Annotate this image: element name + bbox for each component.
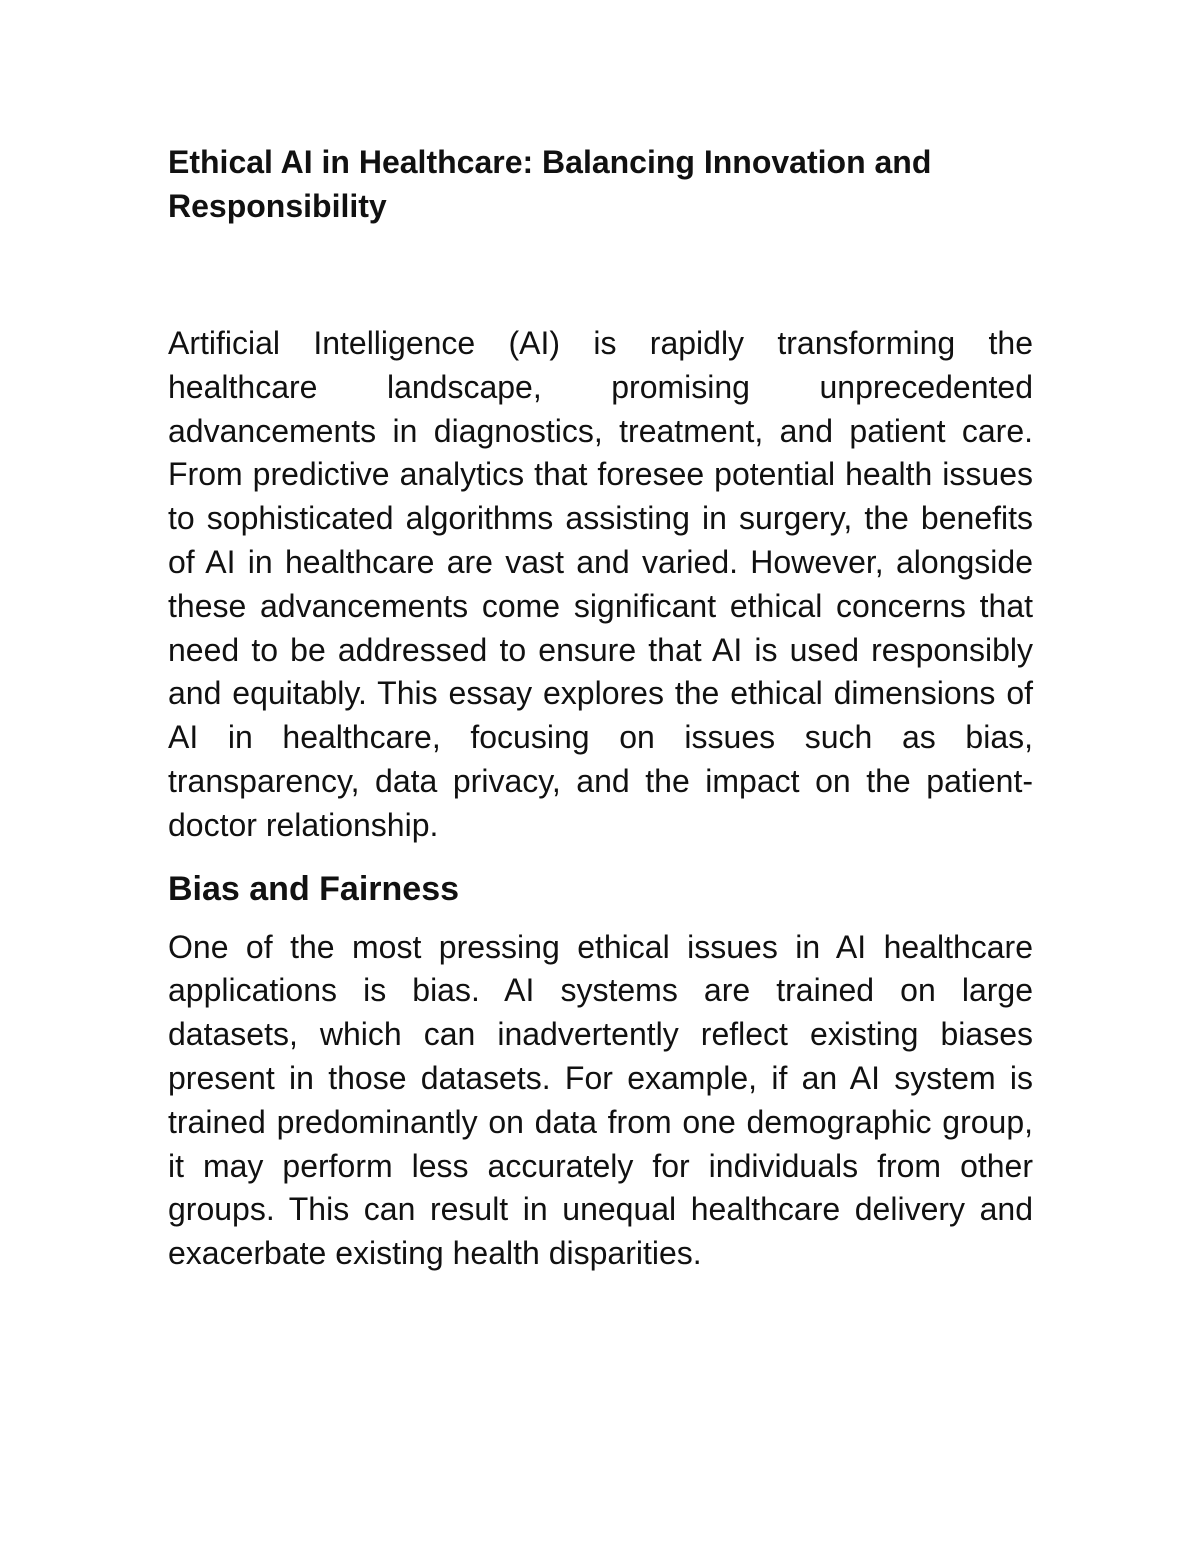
document-title: Ethical AI in Healthcare: Balancing Innovation and Responsibility [168, 144, 932, 224]
intro-paragraph: Artificial Intelligence (AI) is rapidly transforming the healthcare landscape, promising unprecedented advancements in diagnostics, treatment, and patient care. From predictive analytics that foresee potential health issues to sophisticated algorithms assisting in surgery, the benefits of AI in healthcare are vast and varied. However, alongside these advancements come significant ethical concerns that need to be addressed to ensure that AI is used responsibly and equitably. This essay explores the ethical dimensions of AI in healthcare, focusing on issues such as bias, transparency, data privacy, and the impact on the patient-doctor relationship. [168, 325, 1033, 843]
section-paragraph-bias-and-fairness: One of the most pressing ethical issues in AI healthcare applications is bias. AI systems are trained on large datasets, which can inadvertently reflect existing biases present in those datasets. For example, if an AI system is trained predominantly on data from one demographic group, it may perform less accurately for individuals from other groups. This can result in unequal healthcare delivery and exacerbate existing health disparities. [168, 928, 1033, 1272]
section-heading-bias-and-fairness: Bias and Fairness [168, 869, 460, 908]
document-body [168, 140, 1033, 1276]
